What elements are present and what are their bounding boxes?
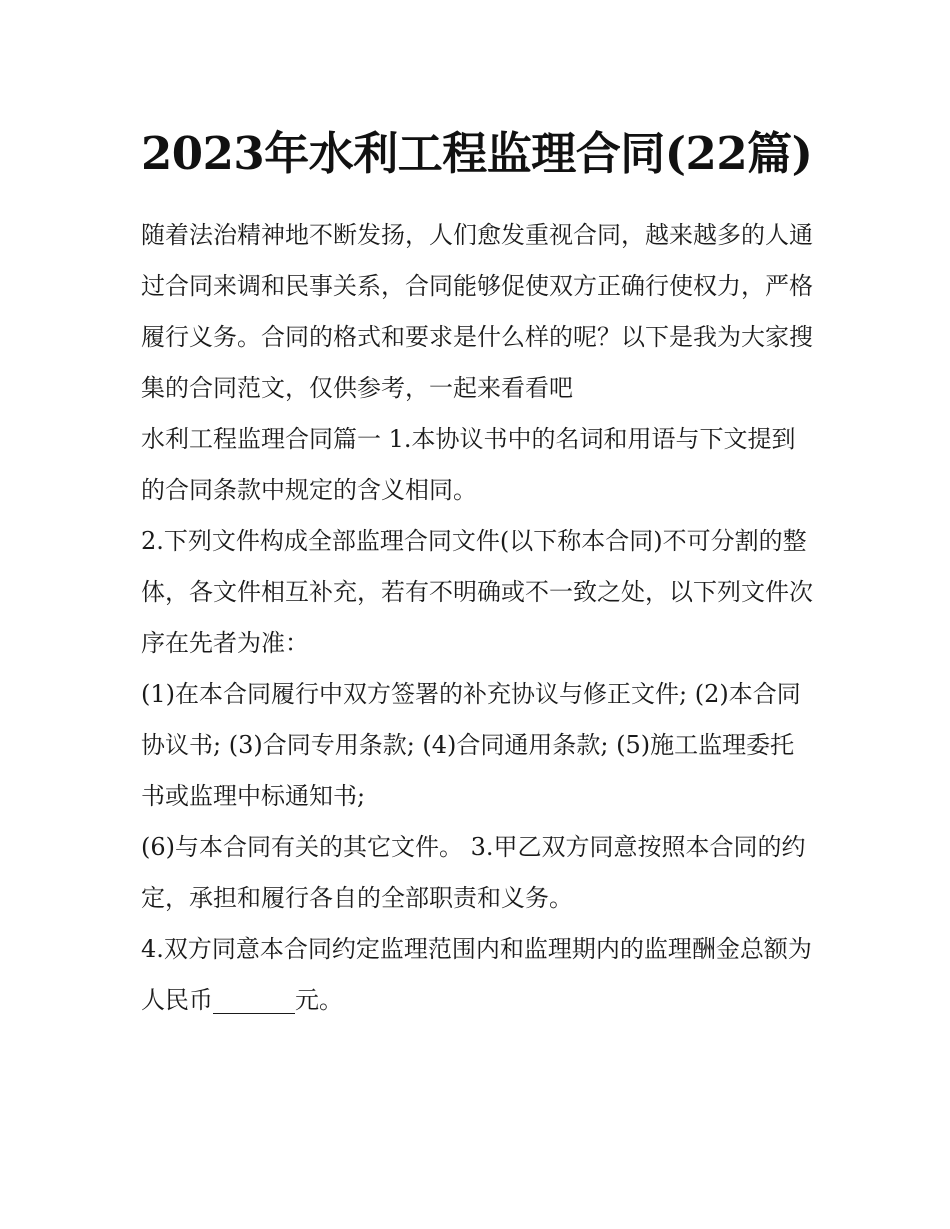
intro-paragraph: 随着法治精神地不断发扬，人们愈发重视合同，越来越多的人通过合同来调和民事关系，合同能够促使双方正确行使权力，严格履行义务。合同的格式和要求是什么样的呢？以下是我为大家搜集的合同范文，仅供参考，一起来看看吧 xyxy=(141,221,813,402)
clause-4-suffix: 元。 xyxy=(295,986,343,1014)
document-content xyxy=(141,118,813,1026)
amount-blank-line xyxy=(213,983,295,1014)
document-list-paragraph: (1)在本合同履行中双方签署的补充协议与修正文件; (2)本合同协议书; (3)合同专用条款; (4)合同通用条款; (5)施工监理委托书或监理中标通知书; xyxy=(141,680,801,810)
clause-4-paragraph xyxy=(141,924,813,1026)
clause-4-text: 4.双方同意本合同约定监理范围内和监理期内的监理酬金总额为人民币 xyxy=(141,935,812,1014)
document-body xyxy=(141,210,813,1026)
clause-3-paragraph: (6)与本合同有关的其它文件。 3.甲乙双方同意按照本合同的约定，承担和履行各自的全部职责和义务。 xyxy=(141,833,806,912)
clause-1-paragraph: 水利工程监理合同篇一 1.本协议书中的名词和用语与下文提到的合同条款中规定的含义相同。 xyxy=(141,425,796,504)
document-title: 2023年水利工程监理合同(22篇) xyxy=(141,127,813,180)
clause-2-paragraph: 2.下列文件构成全部监理合同文件(以下称本合同)不可分割的整体，各文件相互补充，若有不明确或不一致之处，以下列文件次序在先者为准： xyxy=(141,527,813,657)
